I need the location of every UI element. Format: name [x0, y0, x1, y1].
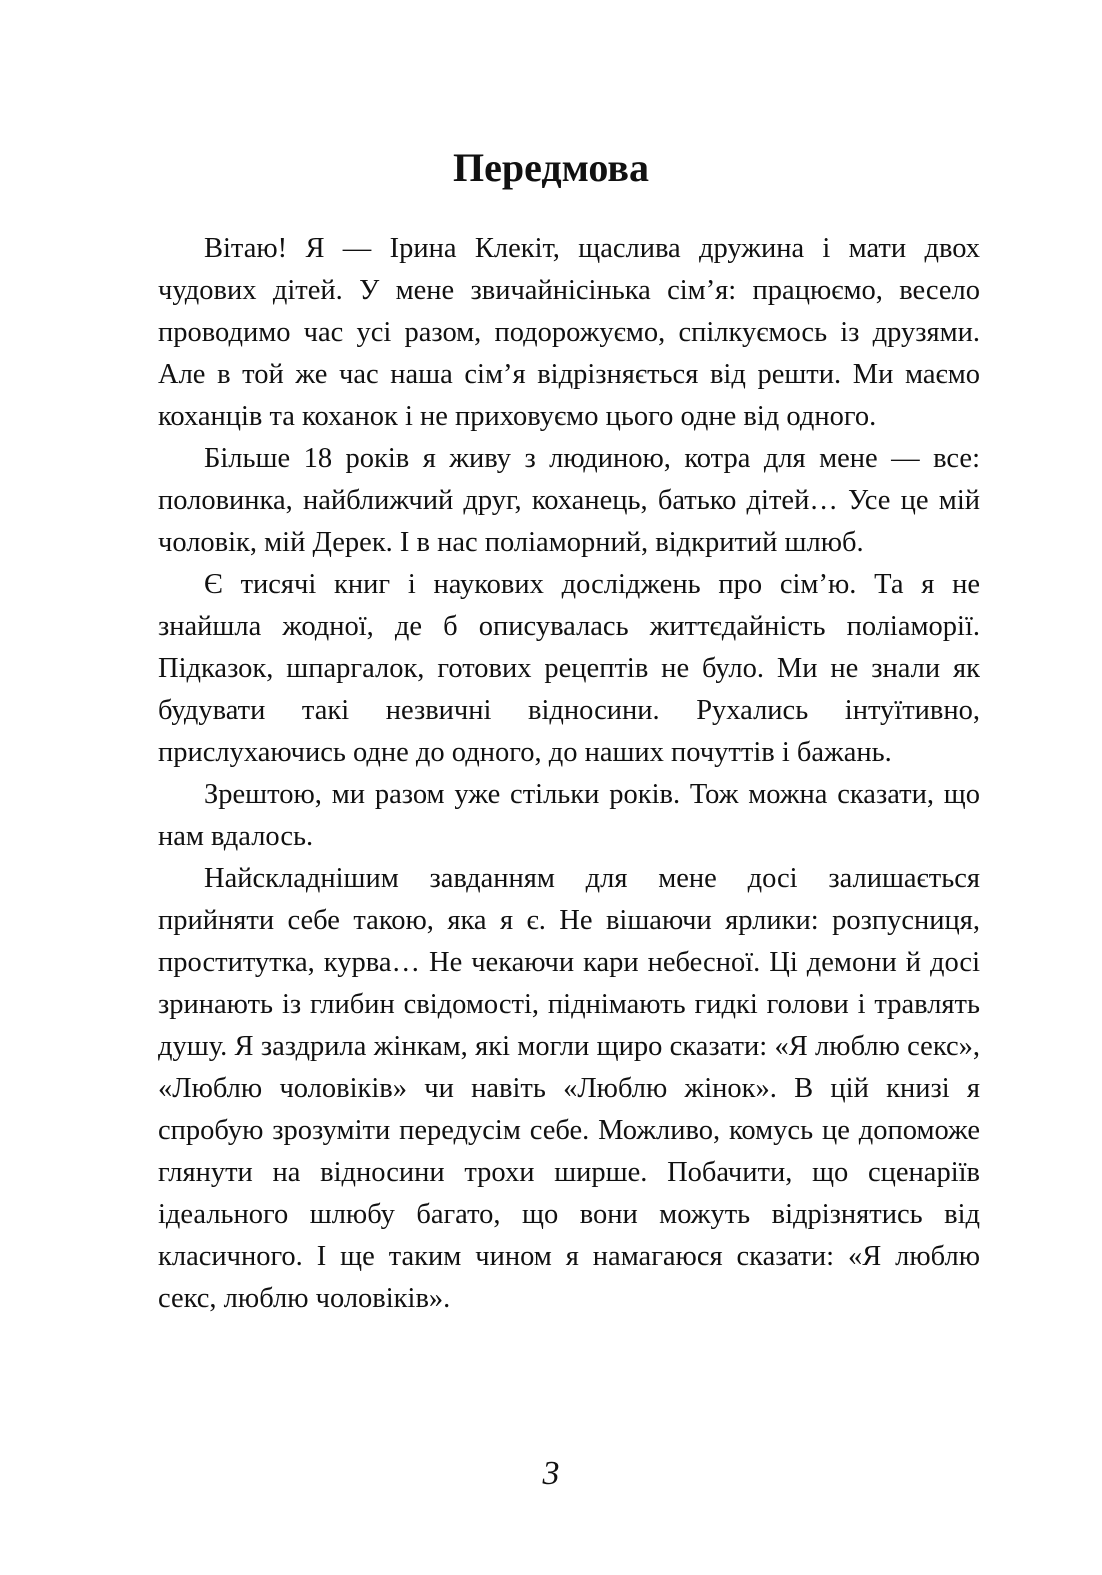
- chapter-title: Передмова: [453, 145, 649, 190]
- page-number: 3: [542, 1455, 560, 1492]
- body-text: [158, 228, 980, 1320]
- paragraph-4: Зрештою, ми разом уже стільки років. Тож можна сказати, що нам вдалось.: [158, 779, 980, 852]
- paragraph-2: Більше 18 років я живу з людиною, котра для мене — все: половинка, найближчий друг, коханець, батько дітей… Усе це мій чоловік, мій Дерек. І в нас поліаморний, відкритий шлюб.: [158, 443, 980, 558]
- paragraph-3: Є тисячі книг і наукових досліджень про сім’ю. Та я не знайшла жодної, де б описувалась життєдайність поліаморії. Підказок, шпаргалок, готових рецептів не було. Ми не знали як будувати такі незвичні відносини. Рухались інтуїтивно, прислухаючись одне до одного, до наших почуттів і бажань.: [158, 569, 980, 768]
- paragraph-1: Вітаю! Я — Ірина Клекіт, щаслива дружина і мати двох чудових дітей. У мене звичайнісінька сім’я: працюємо, весело проводимо час усі разом, подорожуємо, спілкуємось із друзями. Але в той же час наша сім’я відрізняється від решти. Ми маємо коханців та коханок і не приховуємо цього одне від одного.: [158, 233, 980, 432]
- paragraph-5: Найскладнішим завданням для мене досі залишається прийняти себе такою, яка я є. Не вішаючи ярлики: розпусниця, проститутка, курва… Не чекаючи кари небесної. Ці демони й досі зринають із глибин свідомості, піднімають гидкі голови і травлять душу. Я заздрила жінкам, які могли щиро сказати: «Я люблю секс», «Люблю чоловіків» чи навіть «Люблю жінок». В цій книзі я спробую зрозуміти передусім себе. Можливо, комусь це допоможе глянути на відносини трохи ширше. Побачити, що сценаріїв ідеального шлюбу багато, що вони можуть відрізнятись від класичного. І ще таким чином я намагаюся сказати: «Я люблю секс, люблю чоловіків».: [158, 863, 980, 1314]
